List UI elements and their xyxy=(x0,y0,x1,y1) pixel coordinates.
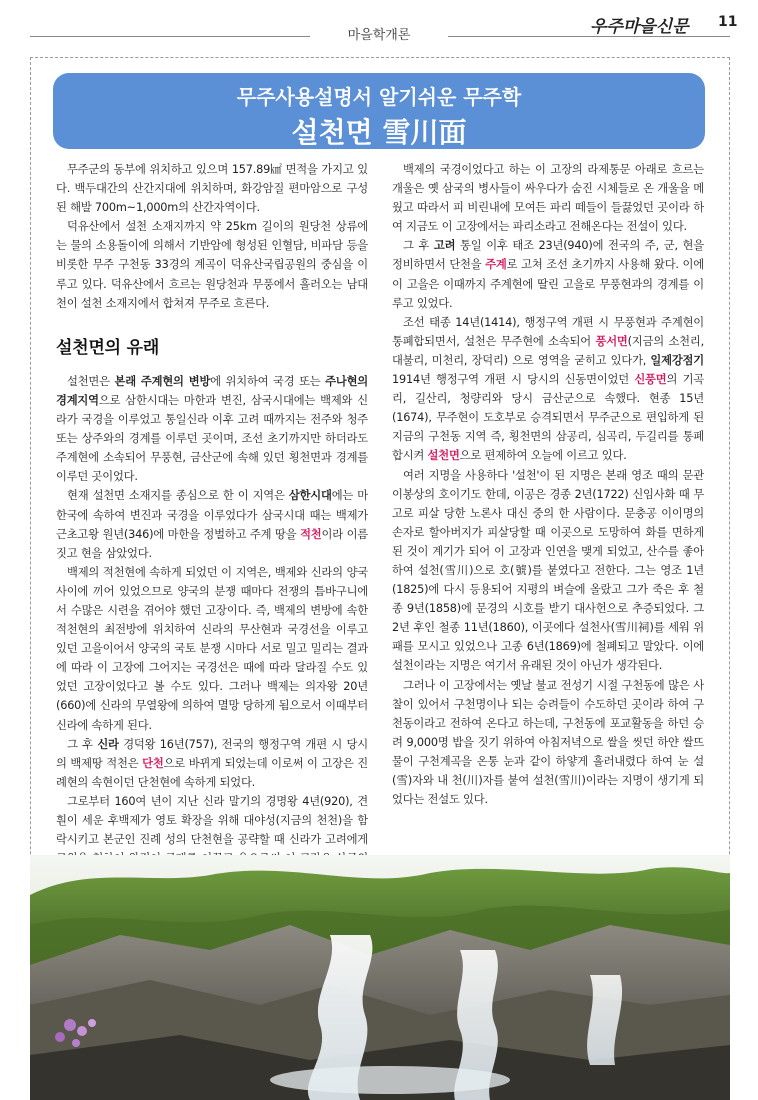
intro-paragraph: 덕유산에서 설천 소재지까지 약 25km 길이의 원당천 상류에는 물의 소용돌이에 의해서 기반암에 형성된 인혈담, 비파담 등을 비롯한 무주 구천동 33경의 계곡이 덕유산국립공원의 중심을 이루고 있다. 덕유산에서 흐르는 원당천과 무풍에서 흘러오는 남대천이 설천 소재지에서 합쳐져 무주로 흐른다. xyxy=(56,220,368,310)
section-heading: 설천면의 유래 xyxy=(56,337,160,358)
paper-logo: 우주마을신문 xyxy=(590,17,689,37)
banner-title: 설천면 雪川面 xyxy=(291,116,467,149)
page-number: 11 xyxy=(718,14,738,30)
banner-subtitle: 무주사용설명서 알기쉬운 무주학 xyxy=(236,85,522,109)
body-paragraph: 조선 태종 14년(1414), 행정구역 개편 시 무풍현과 주계현이 통폐합되면서, 설천은 무주현에 소속되어 풍서면(지금의 소천리, 대불리, 미천리, 장덕리) 으로 영역을 굳히고 있다가, 일제강점기 1914년 행정구역 개편 시 당시의 신동면이었던 신풍면의 기곡리, 길산리, 청량리와 당시 금산군으로 속했다. 현종 15년(1674), 무주현이 도호부로 승격되면서 무주군으로 편입하게 된 지금의 구천동 지역 즉, 횡천면의 삼공리, 심곡리, 두길리를 통폐합시켜 설천면으로 편제하여 오늘에 이르고 있다. xyxy=(392,315,705,463)
intro-paragraph: 무주군의 동부에 위치하고 있으며 157.89㎢ 면적을 가지고 있다. 백두대간의 산간지대에 위치하며, 화강암질 편마암으로 구성된 해발 700m~1,000m의 산간자역이다. xyxy=(56,163,368,215)
body-paragraph: 설천면은 본래 주계현의 변방에 위치하여 국경 또는 주나현의 경계지역으로 삼한시대는 마한과 변진, 삼국시대에는 백제와 신라가 국경을 이루었고 통일신라 이후 고려 때까지는 전주와 청주 또는 상주와의 경계를 이루던 곳이며, 조선 초기까지만 하더라도 주계현에 소속되어 무풍현, 금산군에 속해 있던 횡천면과 경계를 이루던 곳이었다. xyxy=(56,374,369,484)
article-column-left xyxy=(56,160,368,887)
body-paragraph: 그로부터 160여 년이 지난 신라 말기의 경명왕 4년(920), 견훤이 세운 후백제가 영토 확장을 위해 대야성(지금의 천천)을 함락시키고 본군인 진례 성의 단천현을 공략할 때 신라가 고려에게 xyxy=(56,794,368,847)
body-paragraph: 여러 지명을 사용하다 '설천'이 된 지명은 본래 영조 때의 문관 이봉상의 호이기도 한데, 이공은 경종 2년(1722) 신임사화 때 무고로 피살 당한 노론사 대신 중의 한 사람이다. 문충공 이이명의 손자로 할아버지가 피살당할 때 이곳으로 도망하여 화를 면하게 된 것이 계기가 되어 이 고장과 인연을 맺게 되었고, 산수를 좋아하여 설천(雪川)으로 호(號)를 붙였다고 전한다. 그는 영조 1년(1825)에 다시 등용되어 지평의 벼슬에 올랐고 그가 죽은 후 철종 9년(1858)에 문경의 시호를 받기 대사헌으로 추증되었다. 그 2년 후인 철종 11년(1860), 이곳에다 설천사(雪川祠)를 세워 위패를 모시고 있었으나 고종 6년(1869)에 철폐되고 말았다. 이에 설천이라는 지명은 여기서 유래된 것이 아닌가 생각된다. xyxy=(392,468,704,673)
header-rule-left xyxy=(30,36,310,37)
body-paragraph: 그 후 고려 통일 이후 태조 23년(940)에 전국의 주, 군, 현을 정비하면서 단천을 주계로 고쳐 조선 초기까지 사용해 왔다. 이에 이 고을은 이때까지 주계현에 딸린 고을로 무풍현과의 경계를 이루고 있었다. xyxy=(392,239,704,310)
body-paragraph: 현재 설천면 소재지를 종심으로 한 이 지역은 삼한시대에는 마한국에 속하여 변진과 국경을 이루었다가 삼국시대 때는 백제가 근초고왕 원년(346)에 마한을 정벌하고 주계 땅을 적천이라 이름 짓고 현을 삼았었다. xyxy=(56,489,369,560)
body-paragraph: 백제의 국경이었다고 하는 이 고장의 라제통문 아래로 흐르는 개울은 옛 삼국의 병사들이 싸우다가 숨진 시체들로 온 개울을 메웠고 따라서 피 비린내에 모여든 파리 떼들이 들끓었던 곳이라 하여 지금도 이 고장에서는 파리소라고 전해온다는 전설이 있다. xyxy=(392,163,704,234)
article-column-right xyxy=(392,160,704,809)
body-paragraph: 그러나 이 고장에서는 옛날 불교 전성기 시절 구천동에 많은 사찰이 있어서 구천명이나 되는 승려들이 수도하던 곳이라 하여 구천동이라고 전하여 온다고 하는데, 구천동에 포교활동을 하던 승려 9,000명 밥을 짓기 위하여 아침저녁으로 쌀을 씻던 하얀 쌀뜨물이 구천계곡을 온통 눈과 같이 하얗게 흘러내렸다 하여 눈 설(雪)자와 내 천(川)자를 붙여 설천(雪川)이라는 지명이 생기게 되었다는 전설도 있다. xyxy=(392,678,704,807)
body-paragraph: 백제의 적천현에 속하게 되었던 이 지역은, 백제와 신라의 양국 사이에 끼어 있었으므로 양국의 분쟁 때마다 전쟁의 틈바구니에서 수많은 시련을 겪어야 했던 고장이다. 즉, 백제의 변방에 속한 적천현의 최전방에 위치하여 신라의 무산현과 국경선을 이루고 있던 고을이어서 양국의 국토 분쟁 시마다 서로 밀고 밀리는 결과에 따라 이 고장에 그어지는 국경선은 때에 따라 달라질 수도 있었던 고장이었다고 볼 수도 있다. 그러나 백제는 의자왕 20년(660)에 신라의 무열왕에 의하여 멸망 당하게 됨으로서 이때부터 신라에 속하게 된다. xyxy=(56,565,368,732)
section-label: 마을학개론 xyxy=(310,24,448,43)
title-banner xyxy=(53,73,705,149)
page-header xyxy=(0,0,758,46)
body-paragraph: 그 후 신라 경덕왕 16년(757), 전국의 행정구역 개편 시 당시의 백제땅 적천은 단천으로 바뀌게 되었는데 이로써 이 고장은 진례현의 속현이던 단천현에 속하게 되었다. xyxy=(56,737,368,789)
waterfall-illustration xyxy=(30,855,730,1100)
waterfall-photo xyxy=(30,855,730,1100)
